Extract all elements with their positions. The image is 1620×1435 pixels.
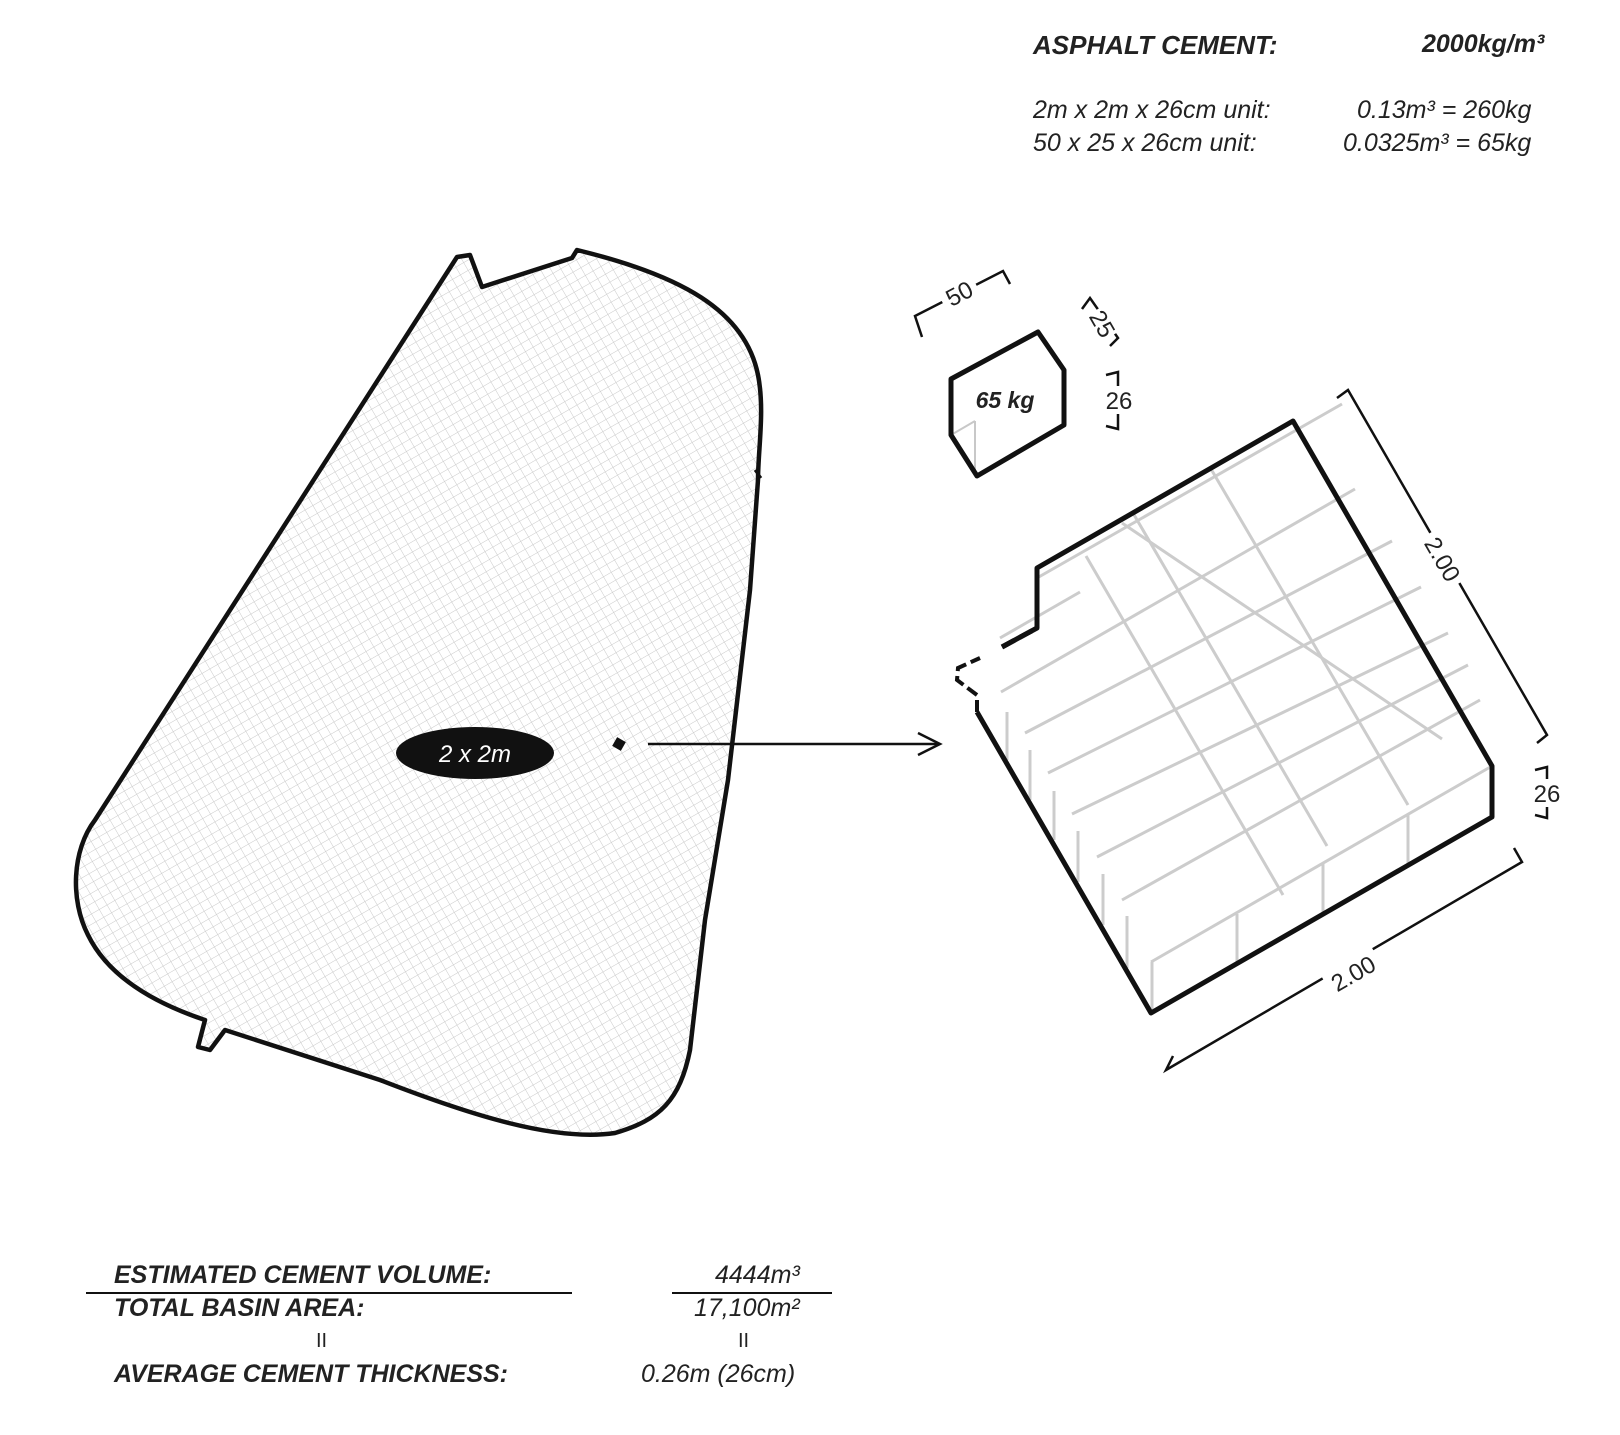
- material-label: ASPHALT CEMENT:: [1033, 30, 1278, 60]
- unit-large-label: 2m x 2m x 26cm unit:: [1033, 96, 1271, 124]
- area-value: 17,100m²: [694, 1294, 800, 1322]
- area-label: TOTAL BASIN AREA:: [114, 1294, 365, 1322]
- dim-label-26-large: 26: [1533, 781, 1561, 808]
- small-block-weight: 65 kg: [975, 387, 1035, 413]
- volume-value: 4444m³: [715, 1261, 800, 1289]
- volume-label: ESTIMATED CEMENT VOLUME:: [114, 1261, 492, 1289]
- dim-label-2m-bottom: 2.00: [1326, 950, 1381, 998]
- dim-label-26-small: 26: [1105, 388, 1133, 415]
- unit-small-value: 0.0325m³ = 65kg: [1343, 129, 1532, 157]
- basin-outline: [76, 250, 761, 1135]
- large-block: [957, 404, 1492, 1013]
- thickness-value: 0.26m (26cm): [641, 1360, 796, 1388]
- unit-small-label: 50 x 25 x 26cm unit:: [1033, 129, 1257, 157]
- thickness-label: AVERAGE CEMENT THICKNESS:: [114, 1360, 509, 1388]
- dim-label-25: 25: [1083, 305, 1120, 343]
- density-value: 2000kg/m³: [1422, 30, 1545, 58]
- equals-sign-right: II: [738, 1330, 750, 1352]
- equals-sign-left: II: [316, 1330, 328, 1352]
- dim-label-50: 50: [941, 276, 978, 313]
- badge-label: 2 x 2m: [438, 741, 512, 768]
- unit-large-value: 0.13m³ = 260kg: [1357, 96, 1532, 124]
- dim-label-2m-right: 2.00: [1418, 532, 1466, 587]
